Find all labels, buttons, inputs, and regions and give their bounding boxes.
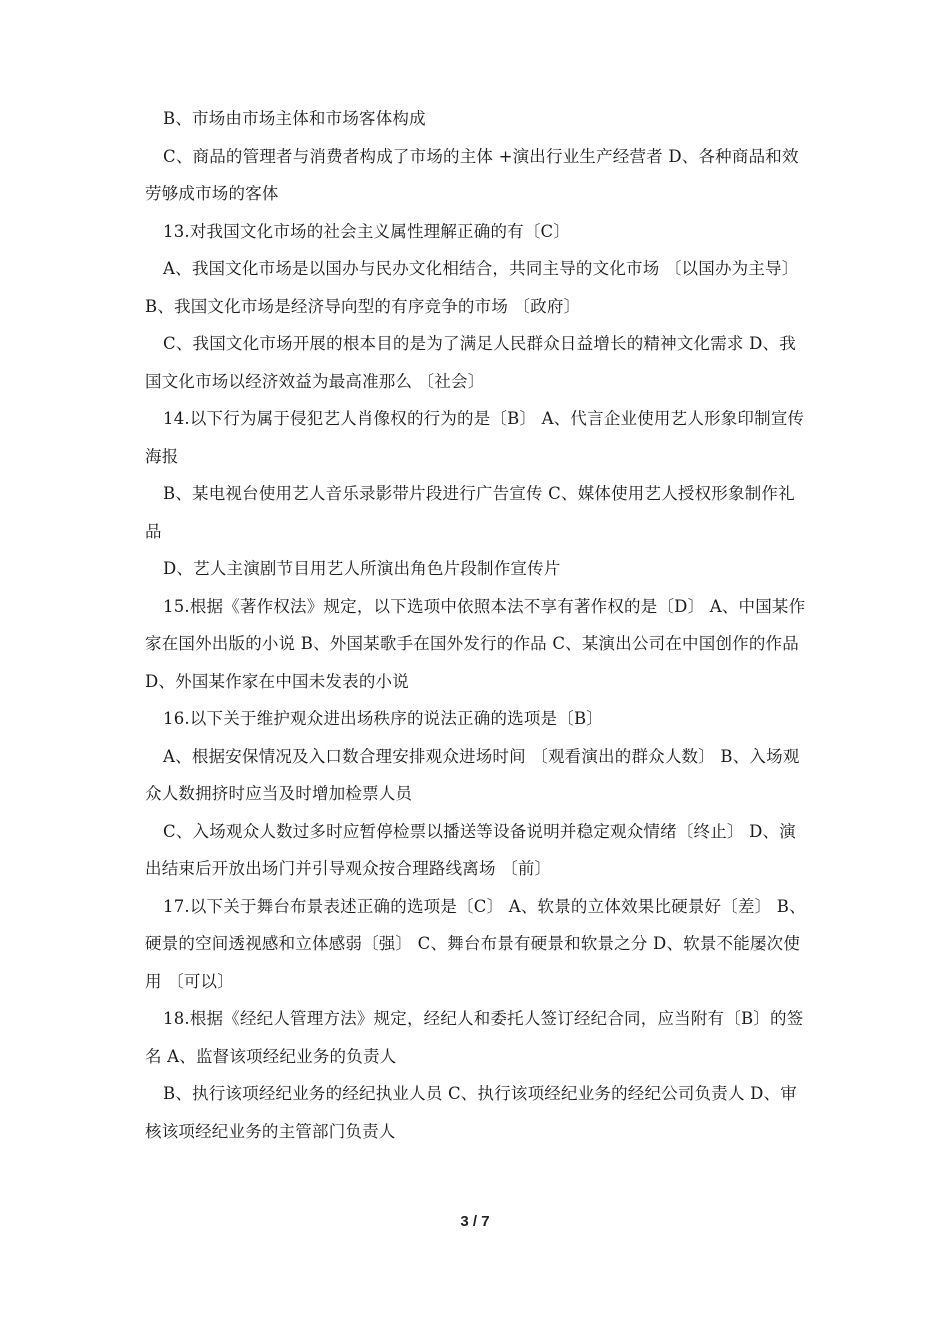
paragraph-q16-options-a-b: A、根据安保情况及入口数合理安排观众进场时间 〔观看演出的群众人数〕 B、入场观众人数拥挤时应当及时增加检票人员	[145, 746, 800, 803]
paragraph-question-13: 13.对我国文化市场的社会主义属性理解正确的有〔C〕	[163, 221, 571, 241]
paragraph-q13-options-a-b: A、我国文化市场是以国办与民办文化相结合，共同主导的文化市场 〔以国办为主导〕 B、我国文化市场是经济导向型的有序竞争的市场 〔政府〕	[145, 259, 799, 316]
page-number: 3 / 7	[460, 1213, 490, 1230]
paragraph-q18-options-b-c-d: B、执行该项经纪业务的经纪执业人员 C、执行该项经纪业务的经纪公司负责人 D、审核该项经纪业务的主管部门负责人	[145, 1084, 797, 1141]
paragraph-question-16: 16.以下关于维护观众进出场秩序的说法正确的选项是〔B〕	[163, 709, 603, 728]
paragraph-q14-option-d: D、艺人主演剧节目用艺人所演出角色片段制作宣传片	[163, 559, 561, 578]
paragraph-option-b-market-composition: B、市场由市场主体和市场客体构成	[163, 109, 426, 128]
paragraph-q16-options-c-d: C、入场观众人数过多时应暂停检票以播送等设备说明并稳定观众情绪〔终止〕 D、演出结束后开放出场门并引导观众按合理路线离场 〔前〕	[145, 821, 796, 878]
paragraph-q13-options-c-d: C、我国文化市场开展的根本目的是为了满足人民群众日益增长的精神文化需求 D、我国文化市场以经济效益为最高准那么 〔社会〕	[145, 334, 796, 391]
paragraph-question-15: 15.根据《著作权法》规定，以下选项中依照本法不享有著作权的是〔D〕 A、中国某作家在国外出版的小说 B、外国某歌手在国外发行的作品 C、某演出公司在中国创作的作品 D、外国某作家在中国未发表的小说	[145, 596, 806, 691]
paragraph-option-c-d-market-subject: C、商品的管理者与消费者构成了市场的主体 +演出行业生产经营者 D、各种商品和效劳够成市场的客体	[145, 146, 799, 203]
paragraph-question-14: 14.以下行为属于侵犯艺人肖像权的行为的是〔B〕 A、代言企业使用艺人形象印制宣传海报	[145, 409, 805, 466]
paragraph-question-17: 17.以下关于舞台布景表述正确的选项是〔C〕 A、软景的立体效果比硬景好〔差〕 B、硬景的空间透视感和立体感弱〔强〕 C、舞台布景有硬景和软景之分 D、软景不能屡次使用 〔可以〕	[145, 896, 806, 991]
document-body	[145, 100, 810, 1150]
paragraph-q14-options-b-c: B、某电视台使用艺人音乐录影带片段进行广告宣传 C、媒体使用艺人授权形象制作礼品	[145, 484, 795, 541]
paragraph-question-18: 18.根据《经纪人管理方法》规定，经纪人和委托人签订经纪合同，应当附有〔B〕的签名 A、监督该项经纪业务的负责人	[145, 1009, 804, 1066]
